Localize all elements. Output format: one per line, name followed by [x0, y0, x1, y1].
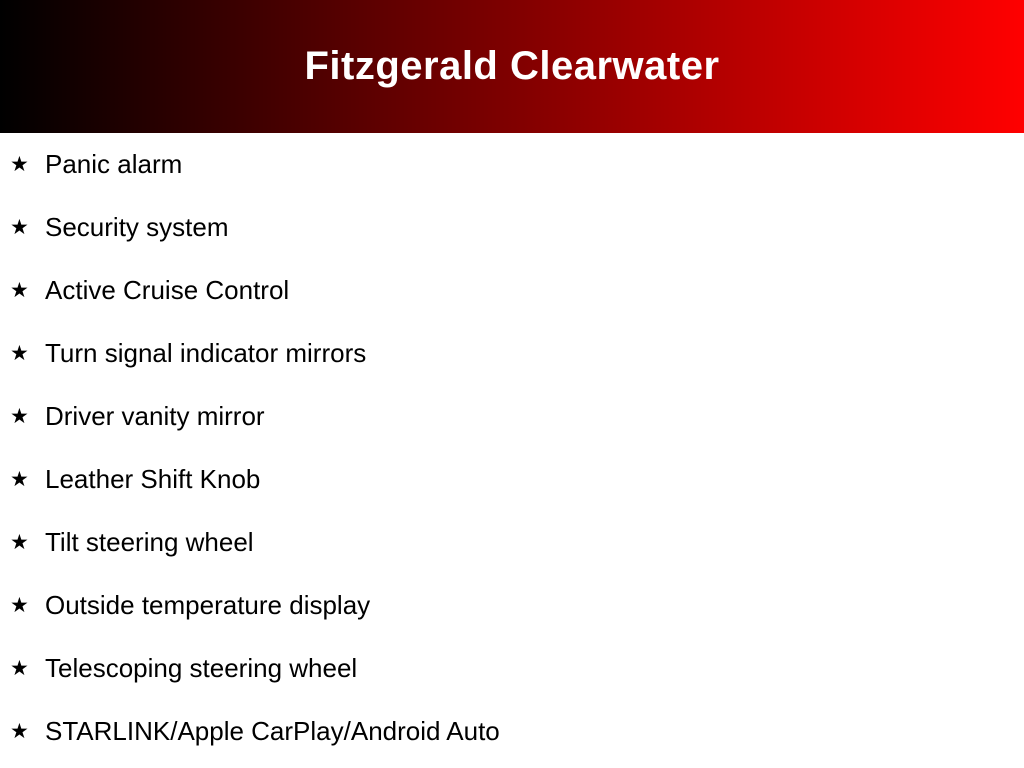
list-item: [10, 700, 1024, 763]
list-item: [10, 322, 1024, 385]
list-item-label: Turn signal indicator mirrors: [45, 338, 367, 368]
list-item: [10, 574, 1024, 637]
list-item-label: Leather Shift Knob: [45, 464, 261, 494]
page-title: Fitzgerald Clearwater: [304, 44, 720, 88]
star-icon: ★: [10, 216, 29, 239]
star-icon: ★: [10, 657, 29, 680]
list-item: [10, 637, 1024, 700]
list-item: [10, 511, 1024, 574]
list-item-label: Tilt steering wheel: [45, 527, 254, 557]
list-item: [10, 196, 1024, 259]
list-item: [10, 385, 1024, 448]
feature-list: [0, 133, 1024, 763]
list-item: [10, 259, 1024, 322]
header-banner: [0, 0, 1024, 133]
list-item: [10, 448, 1024, 511]
star-icon: ★: [10, 594, 29, 617]
star-icon: ★: [10, 279, 29, 302]
star-icon: ★: [10, 720, 29, 743]
star-icon: ★: [10, 153, 29, 176]
list-item-label: Active Cruise Control: [45, 275, 290, 305]
star-icon: ★: [10, 342, 29, 365]
list-item-label: Driver vanity mirror: [45, 401, 265, 431]
list-item-label: Telescoping steering wheel: [45, 653, 358, 683]
star-icon: ★: [10, 405, 29, 428]
list-item-label: STARLINK/Apple CarPlay/Android Auto: [45, 716, 500, 746]
list-item-label: Panic alarm: [45, 149, 183, 179]
star-icon: ★: [10, 468, 29, 491]
list-item-label: Outside temperature display: [45, 590, 371, 620]
star-icon: ★: [10, 531, 29, 554]
list-item: [10, 133, 1024, 196]
list-item-label: Security system: [45, 212, 229, 242]
